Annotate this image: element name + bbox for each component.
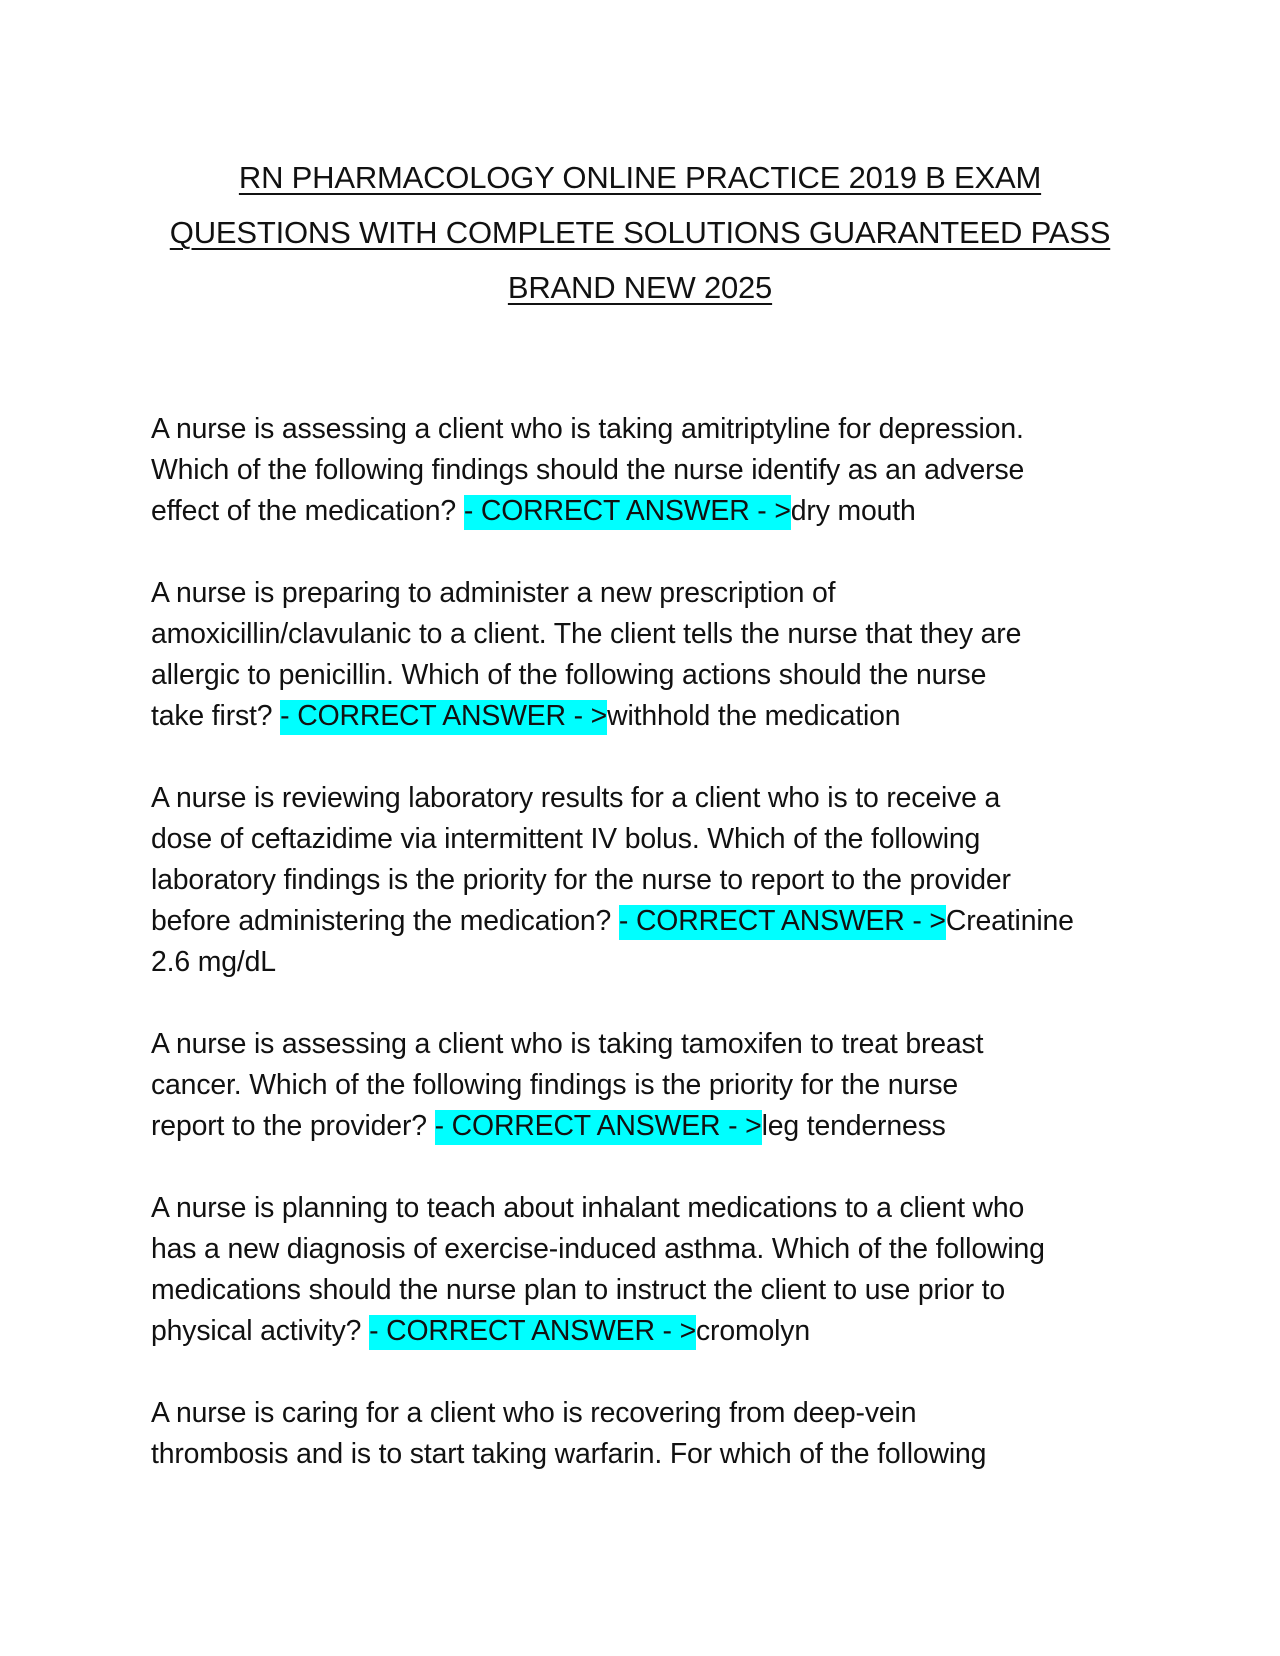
question-text-line: A nurse is reviewing laboratory results for a client who is to receive a: [151, 782, 1001, 814]
question-item: [151, 1188, 1141, 1352]
question-item: [151, 409, 1141, 532]
question-text-line: A nurse is planning to teach about inhalant medications to a client who: [151, 1192, 1025, 1224]
answer-text: cromolyn: [696, 1315, 810, 1347]
question-text-line: effect of the medication? - CORRECT ANSWER - >dry mouth: [151, 491, 1141, 532]
question-text-line: A nurse is caring for a client who is recovering from deep-vein: [151, 1397, 917, 1429]
answer-text: Creatinine: [945, 905, 1074, 937]
answer-text: leg tenderness: [761, 1110, 946, 1142]
question-text-line: A nurse is assessing a client who is taking amitriptyline for depression.: [151, 413, 1024, 445]
title-line: BRAND NEW 2025: [507, 270, 773, 305]
question-text-line: cancer. Which of the following findings is the priority for the nurse: [151, 1069, 959, 1101]
title-line: QUESTIONS WITH COMPLETE SOLUTIONS GUARANTEED PASS: [169, 215, 1111, 250]
question-text-line: physical activity? - CORRECT ANSWER - >cromolyn: [151, 1311, 1141, 1352]
question-text-line: laboratory findings is the priority for the nurse to report to the provider: [151, 864, 1011, 896]
question-item: [151, 1393, 1141, 1475]
correct-answer-marker: - CORRECT ANSWER - >: [464, 495, 791, 530]
question-text-line: thrombosis and is to start taking warfarin. For which of the following: [151, 1438, 987, 1470]
question-text-line: Which of the following findings should the nurse identify as an adverse: [151, 454, 1025, 486]
document-title: [150, 150, 1130, 315]
question-text-line: medications should the nurse plan to instruct the client to use prior to: [151, 1274, 1006, 1306]
question-text-line: allergic to penicillin. Which of the following actions should the nurse: [151, 659, 987, 691]
title-line: RN PHARMACOLOGY ONLINE PRACTICE 2019 B EXAM: [238, 160, 1042, 195]
correct-answer-marker: - CORRECT ANSWER - >: [369, 1315, 696, 1350]
question-text-line: take first? - CORRECT ANSWER - >withhold the medication: [151, 696, 1141, 737]
correct-answer-marker: - CORRECT ANSWER - >: [619, 905, 946, 940]
question-text-line: report to the provider? - CORRECT ANSWER - >leg tenderness: [151, 1106, 1141, 1147]
correct-answer-marker: - CORRECT ANSWER - >: [280, 700, 607, 735]
question-item: [151, 573, 1141, 737]
question-text-line: dose of ceftazidime via intermittent IV bolus. Which of the following: [151, 823, 981, 855]
question-text-line: before administering the medication? - CORRECT ANSWER - >Creatinine: [151, 901, 1141, 942]
question-item: [151, 1024, 1141, 1147]
answer-text: dry mouth: [790, 495, 916, 527]
correct-answer-marker: - CORRECT ANSWER - >: [435, 1110, 762, 1145]
question-text-line: A nurse is preparing to administer a new prescription of: [151, 577, 836, 609]
answer-text: withhold the medication: [607, 700, 901, 732]
question-text-line: has a new diagnosis of exercise-induced asthma. Which of the following: [151, 1233, 1045, 1265]
question-text-line: A nurse is assessing a client who is taking tamoxifen to treat breast: [151, 1028, 984, 1060]
question-item: [151, 778, 1141, 983]
answer-text-continued: 2.6 mg/dL: [151, 946, 276, 978]
question-list: [151, 409, 1141, 1516]
question-text-line: amoxicillin/clavulanic to a client. The client tells the nurse that they are: [151, 618, 1022, 650]
